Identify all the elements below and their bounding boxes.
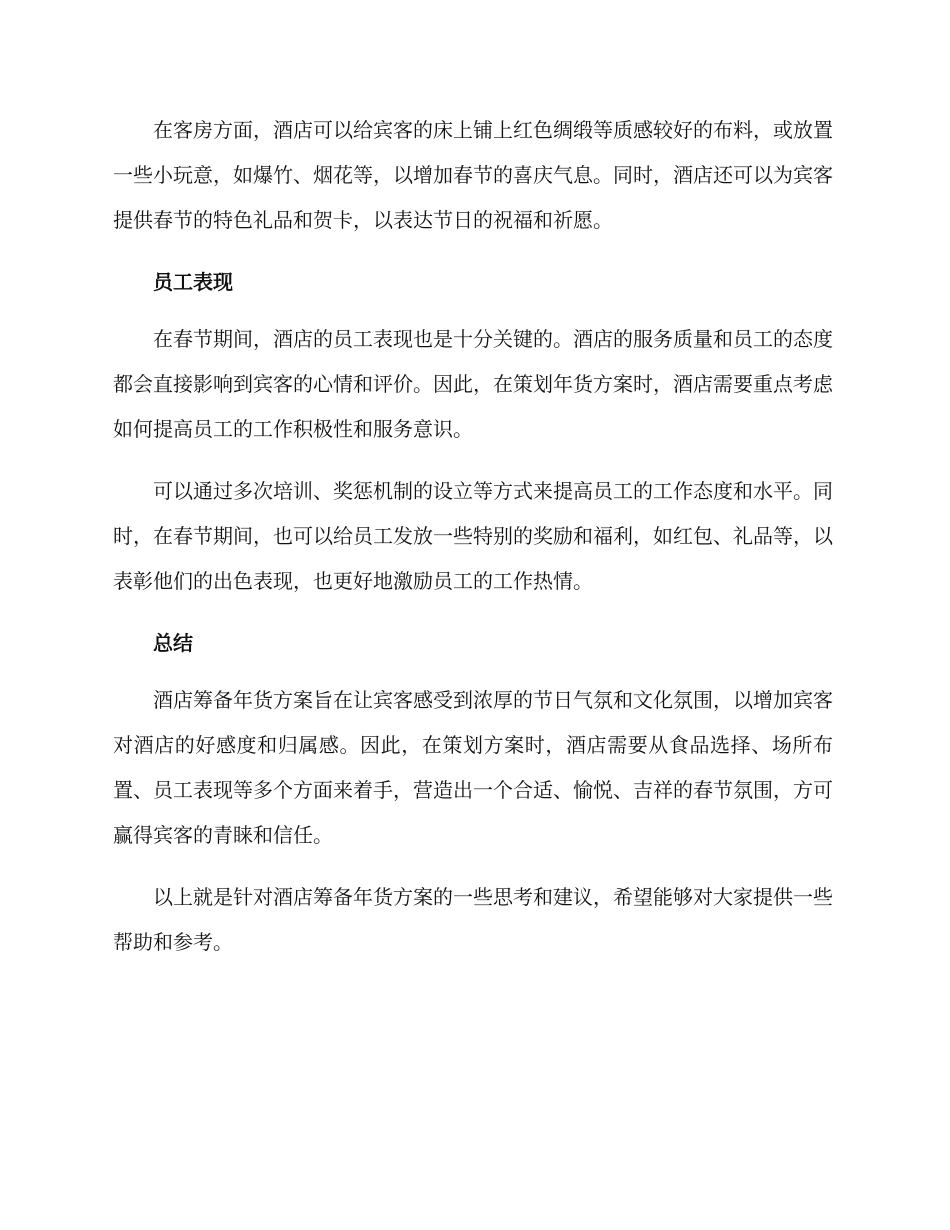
section-heading-summary: 总结 — [153, 631, 193, 655]
section-heading-staff-performance: 员工表现 — [153, 270, 233, 294]
paragraph-guest-rooms: 在客房方面，酒店可以给宾客的床上铺上红色绸缎等质感较好的布料，或放置一些小玩意，如爆竹、烟花等，以增加春节的喜庆气息。同时，酒店还可以为宾客提供春节的特色礼品和贺卡，以表达节日的祝福和祈愿。 — [113, 118, 833, 232]
paragraph-closing: 以上就是针对酒店筹备年货方案的一些思考和建议，希望能够对大家提供一些帮助和参考。 — [113, 885, 833, 954]
document-page — [113, 108, 833, 982]
paragraph-staff-importance: 在春节期间，酒店的员工表现也是十分关键的。酒店的服务质量和员工的态度都会直接影响到宾客的心情和评价。因此，在策划年货方案时，酒店需要重点考虑如何提高员工的工作积极性和服务意识。 — [113, 327, 833, 441]
paragraph-summary: 酒店筹备年货方案旨在让宾客感受到浓厚的节日气氛和文化氛围，以增加宾客对酒店的好感度和归属感。因此，在策划方案时，酒店需要从食品选择、场所布置、员工表现等多个方面来着手，营造出一个合适、愉悦、吉祥的春节氛围，方可赢得宾客的青睐和信任。 — [113, 688, 833, 847]
paragraph-staff-training: 可以通过多次培训、奖惩机制的设立等方式来提高员工的工作态度和水平。同时，在春节期间，也可以给员工发放一些特别的奖励和福利，如红包、礼品等，以表彰他们的出色表现，也更好地激励员工的工作热情。 — [113, 479, 833, 593]
